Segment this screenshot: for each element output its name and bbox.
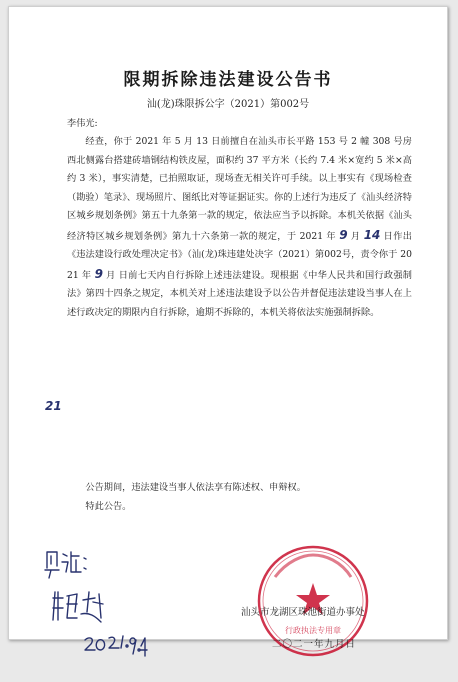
handwritten-month-1: 9: [339, 227, 348, 242]
body-paragraph-closing: 特此公告。: [85, 501, 132, 512]
svg-text:行政执法专用章: 行政执法专用章: [285, 626, 341, 635]
handwritten-day-1: 14: [363, 227, 381, 242]
document-number: 汕(龙)珠限拆公字（2021）第002号: [146, 99, 310, 110]
document-title: 限期拆除违法建设公告书: [123, 70, 333, 90]
para1-text-a: 经查，你于 2021 年 5 月 13 日前擅自在汕头市长平路 153 号 2 幢 308 号房西北侧露台搭建砖墙钢结构铁皮屋，面积约 37 平方米（长约 7.4 米×宽约 5 米×高约 3 米），事实清楚，已拍照取证，现场查无相关许可手续。以上事实有《现场检查（勘验）笔录》、现场照片、图纸比对等证据证实。你的上述行为违反了《汕头经济特区城乡规划条例》第五十九条第一款的规定，依法应当予以拆除。本机关依据《汕头经济特区城乡规划条例》第九十六条第一款的规定，于 2021 年: [67, 136, 412, 242]
para1-text-c: 日作出《违法建设行政处理决定书》（汕(龙)珠违建处决字（2021）第002号，责令你于 2021 年: [67, 230, 412, 281]
para1-text-d: 月: [102, 269, 119, 281]
handwritten-month-2: 9: [94, 266, 103, 281]
handwritten-day-2: 21: [45, 399, 62, 413]
handwritten-signature-icon: [29, 542, 149, 682]
para1-text-b: 月: [347, 230, 364, 242]
body-paragraph-main: [67, 133, 412, 322]
issuing-agency: 汕头市龙湖区珠池街道办事处: [241, 607, 365, 618]
issue-date: 二〇二一年九月日: [272, 639, 357, 650]
body-paragraph-rights: 公告期间，违法建设当事人依法享有陈述权、申辩权。: [85, 482, 306, 493]
para1-text-e: 日前七天内自行拆除上述违法建设。现根据《中华人民共和国行政强制法》第四十四条之规定，本机关对上述违法建设予以公告并督促违法建设当事人在上述行政决定的期限内自行拆除，逾期不拆除的，本机关将依法实施强制拆除。: [67, 269, 412, 318]
document-page: [8, 6, 448, 650]
addressee: 李伟光:: [67, 118, 98, 129]
